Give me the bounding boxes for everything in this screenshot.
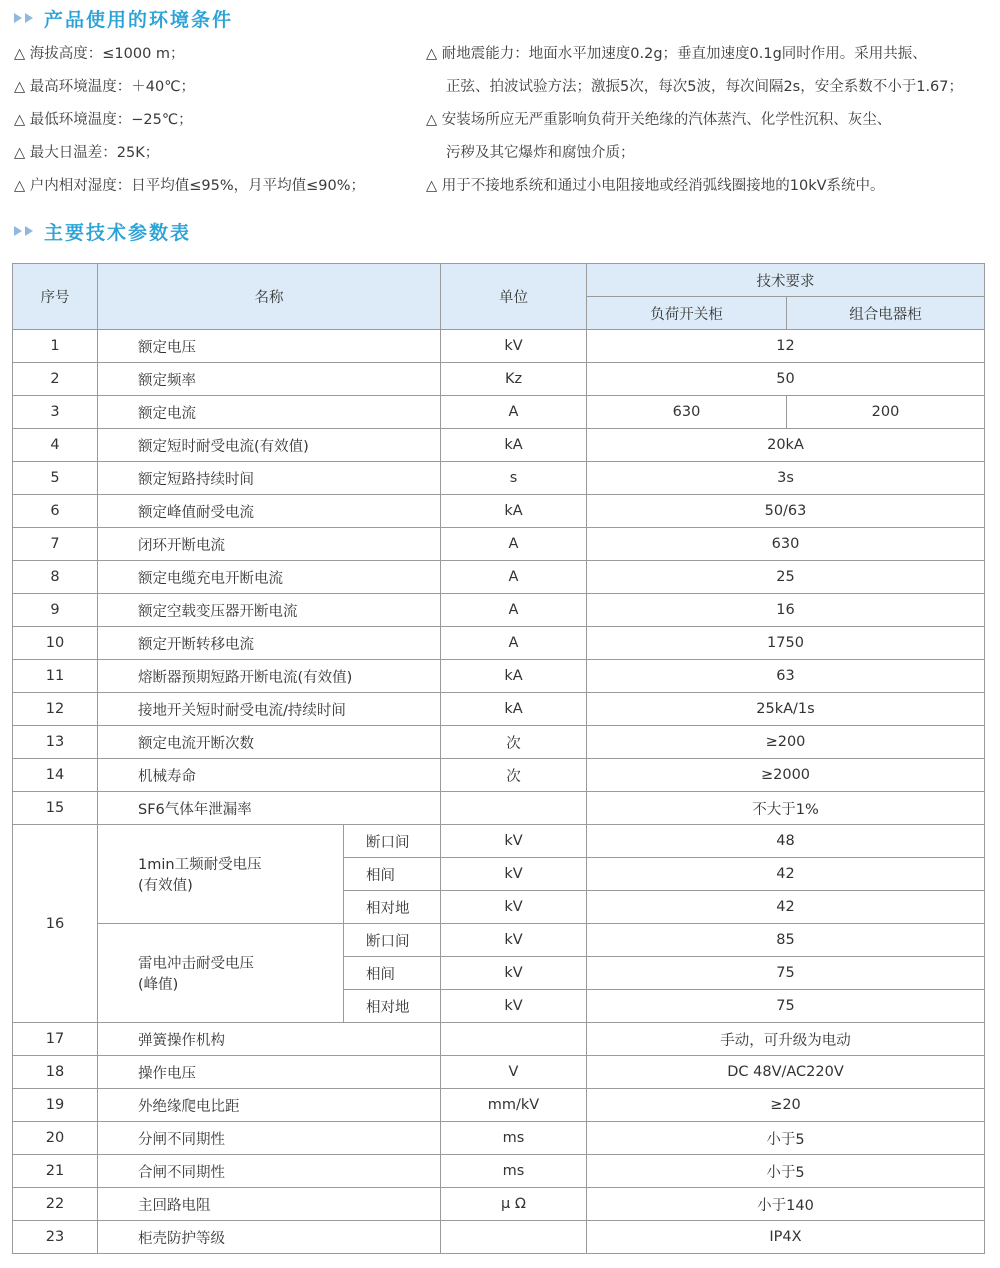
row-no: 11 xyxy=(13,660,98,693)
row-unit: kV xyxy=(441,825,587,858)
row-name-line: (峰值) xyxy=(138,977,179,993)
row-unit: kA xyxy=(441,495,587,528)
row-name: 额定电缆充电开断电流 xyxy=(98,561,441,594)
row-sub-label: 相间 xyxy=(344,957,441,990)
row-name: 额定空载变压器开断电流 xyxy=(98,594,441,627)
section-heading-environment xyxy=(14,4,233,32)
row-unit: ms xyxy=(441,1155,587,1188)
row-name: 接地开关短时耐受电流/持续时间 xyxy=(98,693,441,726)
env-item: △ 耐地震能力：地面水平加速度0.2g；垂直加速度0.1g同时作用。采用共振、 xyxy=(426,46,927,62)
row-value: 20kA xyxy=(587,429,985,462)
header-load-switch: 负荷开关柜 xyxy=(587,297,787,330)
table-row xyxy=(13,1155,985,1188)
row-no: 3 xyxy=(13,396,98,429)
header-combo-cabinet: 组合电器柜 xyxy=(787,297,985,330)
row-name: SF6气体年泄漏率 xyxy=(98,792,441,825)
env-conditions-left xyxy=(14,38,365,203)
row-unit: Kz xyxy=(441,363,587,396)
double-arrow-icon xyxy=(14,226,36,236)
table-row xyxy=(13,1023,985,1056)
row-unit: kV xyxy=(441,957,587,990)
row-no: 12 xyxy=(13,693,98,726)
env-item: 正弦、拍波试验方法；激振5次，每次5波，每次间隔2s，安全系数不小于1.67； xyxy=(446,79,964,95)
row-unit xyxy=(441,1221,587,1254)
row-no: 23 xyxy=(13,1221,98,1254)
row-name: 额定开断转移电流 xyxy=(98,627,441,660)
row-name: 分闸不同期性 xyxy=(98,1122,441,1155)
row-value: ≥2000 xyxy=(587,759,985,792)
row-unit: kV xyxy=(441,858,587,891)
row-no: 10 xyxy=(13,627,98,660)
table-row xyxy=(13,429,985,462)
table-row xyxy=(13,825,985,858)
env-item: △ 用于不接地系统和通过小电阻接地或经消弧线圈接地的10kV系统中。 xyxy=(426,178,885,194)
row-no: 7 xyxy=(13,528,98,561)
row-value: ≥20 xyxy=(587,1089,985,1122)
row-no: 22 xyxy=(13,1188,98,1221)
row-value: 手动，可升级为电动 xyxy=(587,1023,985,1056)
row-no: 4 xyxy=(13,429,98,462)
row-no: 13 xyxy=(13,726,98,759)
table-row xyxy=(13,363,985,396)
row-name: 闭环开断电流 xyxy=(98,528,441,561)
row-value-combo: 200 xyxy=(787,396,985,429)
row-unit: 次 xyxy=(441,759,587,792)
row-value: 16 xyxy=(587,594,985,627)
row-unit: kV xyxy=(441,990,587,1023)
row-no: 8 xyxy=(13,561,98,594)
env-conditions-right xyxy=(426,38,963,203)
table-row xyxy=(13,528,985,561)
table-row xyxy=(13,1122,985,1155)
row-name: 弹簧操作机构 xyxy=(98,1023,441,1056)
row-value: 50 xyxy=(587,363,985,396)
row-name: 额定频率 xyxy=(98,363,441,396)
row-name: 额定峰值耐受电流 xyxy=(98,495,441,528)
section-title: 产品使用的环境条件 xyxy=(44,8,234,31)
row-no: 18 xyxy=(13,1056,98,1089)
row-value: 小于5 xyxy=(587,1155,985,1188)
row-no: 6 xyxy=(13,495,98,528)
row-no: 15 xyxy=(13,792,98,825)
row-no: 17 xyxy=(13,1023,98,1056)
row-no: 5 xyxy=(13,462,98,495)
row-unit: A xyxy=(441,528,587,561)
row-value: 小于140 xyxy=(587,1188,985,1221)
row-sub-label: 相对地 xyxy=(344,990,441,1023)
row-value: DC 48V/AC220V xyxy=(587,1056,985,1089)
row-value-load: 630 xyxy=(587,396,787,429)
tech-params-table xyxy=(12,263,985,1254)
row-value: 42 xyxy=(587,858,985,891)
table-row xyxy=(13,726,985,759)
env-item: 污秽及其它爆炸和腐蚀介质； xyxy=(446,145,635,161)
row-sub-label: 相间 xyxy=(344,858,441,891)
row-sub-label: 断口间 xyxy=(344,825,441,858)
row-name: 额定电流开断次数 xyxy=(98,726,441,759)
row-unit xyxy=(441,1023,587,1056)
row-unit: kV xyxy=(441,330,587,363)
row-value: 1750 xyxy=(587,627,985,660)
row-value: 75 xyxy=(587,957,985,990)
table-row xyxy=(13,594,985,627)
row-no: 2 xyxy=(13,363,98,396)
row-value: 48 xyxy=(587,825,985,858)
env-item: △ 最大日温差：25K； xyxy=(14,145,160,161)
row-value: 12 xyxy=(587,330,985,363)
row-no: 1 xyxy=(13,330,98,363)
table-row xyxy=(13,660,985,693)
row-value: 63 xyxy=(587,660,985,693)
env-item: △ 海拔高度：≤1000 m； xyxy=(14,46,185,62)
double-arrow-icon xyxy=(14,13,36,23)
row-no: 20 xyxy=(13,1122,98,1155)
row-name-line: 雷电冲击耐受电压 xyxy=(138,956,254,972)
row-unit: kV xyxy=(441,924,587,957)
table-row xyxy=(13,1089,985,1122)
row-name: 机械寿命 xyxy=(98,759,441,792)
header-name: 名称 xyxy=(98,264,441,330)
header-no: 序号 xyxy=(13,264,98,330)
row-unit: kA xyxy=(441,693,587,726)
table-row xyxy=(13,1188,985,1221)
header-tech-req: 技术要求 xyxy=(587,264,985,297)
table-row xyxy=(13,627,985,660)
row-value: 25kA/1s xyxy=(587,693,985,726)
row-name-line: (有效值) xyxy=(138,878,193,894)
env-item: △ 最低环境温度：−25℃； xyxy=(14,112,193,128)
row-name: 合闸不同期性 xyxy=(98,1155,441,1188)
table-row xyxy=(13,330,985,363)
row-name: 额定电流 xyxy=(98,396,441,429)
section-heading-params xyxy=(14,217,191,245)
table-row xyxy=(13,1056,985,1089)
row-value: ≥200 xyxy=(587,726,985,759)
row-value: 25 xyxy=(587,561,985,594)
row-unit: kA xyxy=(441,660,587,693)
env-item: △ 最高环境温度：＋40℃； xyxy=(14,79,195,95)
table-row xyxy=(13,693,985,726)
table-row xyxy=(13,792,985,825)
row-value: 小于5 xyxy=(587,1122,985,1155)
row-sub-label: 断口间 xyxy=(344,924,441,957)
header-unit: 单位 xyxy=(441,264,587,330)
row-no: 21 xyxy=(13,1155,98,1188)
section-title: 主要技术参数表 xyxy=(44,221,192,244)
env-item: △ 安装场所应无严重影响负荷开关绝缘的汽体蒸汽、化学性沉积、灰尘、 xyxy=(426,112,892,128)
row-value: 85 xyxy=(587,924,985,957)
table-row xyxy=(13,759,985,792)
row-name: 操作电压 xyxy=(98,1056,441,1089)
row-name-power-freq xyxy=(98,825,344,924)
row-unit: 次 xyxy=(441,726,587,759)
row-name: 额定短路持续时间 xyxy=(98,462,441,495)
row-value: 42 xyxy=(587,891,985,924)
row-unit: A xyxy=(441,396,587,429)
row-unit: V xyxy=(441,1056,587,1089)
row-no: 9 xyxy=(13,594,98,627)
row-unit: kV xyxy=(441,891,587,924)
table-row xyxy=(13,495,985,528)
row-value: IP4X xyxy=(587,1221,985,1254)
row-unit: s xyxy=(441,462,587,495)
row-name: 外绝缘爬电比距 xyxy=(98,1089,441,1122)
table-row xyxy=(13,1221,985,1254)
row-no: 14 xyxy=(13,759,98,792)
row-unit: A xyxy=(441,561,587,594)
row-no: 16 xyxy=(13,825,98,1023)
row-unit: kA xyxy=(441,429,587,462)
row-value: 630 xyxy=(587,528,985,561)
row-name: 熔断器预期短路开断电流(有效值) xyxy=(98,660,441,693)
row-value: 50/63 xyxy=(587,495,985,528)
row-name-lightning xyxy=(98,924,344,1023)
row-name: 主回路电阻 xyxy=(98,1188,441,1221)
row-name-line: 1min工频耐受电压 xyxy=(138,857,262,873)
row-unit: ms xyxy=(441,1122,587,1155)
row-unit: μ Ω xyxy=(441,1188,587,1221)
table-row xyxy=(13,462,985,495)
row-unit: A xyxy=(441,594,587,627)
row-unit: mm/kV xyxy=(441,1089,587,1122)
row-value: 3s xyxy=(587,462,985,495)
row-unit xyxy=(441,792,587,825)
row-name: 柜壳防护等级 xyxy=(98,1221,441,1254)
row-name: 额定短时耐受电流(有效值) xyxy=(98,429,441,462)
row-value: 75 xyxy=(587,990,985,1023)
table-row xyxy=(13,924,985,957)
table-row xyxy=(13,561,985,594)
env-item: △ 户内相对湿度：日平均值≤95%，月平均值≤90%； xyxy=(14,178,366,194)
table-row xyxy=(13,396,985,429)
row-sub-label: 相对地 xyxy=(344,891,441,924)
row-name: 额定电压 xyxy=(98,330,441,363)
row-unit: A xyxy=(441,627,587,660)
row-no: 19 xyxy=(13,1089,98,1122)
row-value: 不大于1% xyxy=(587,792,985,825)
